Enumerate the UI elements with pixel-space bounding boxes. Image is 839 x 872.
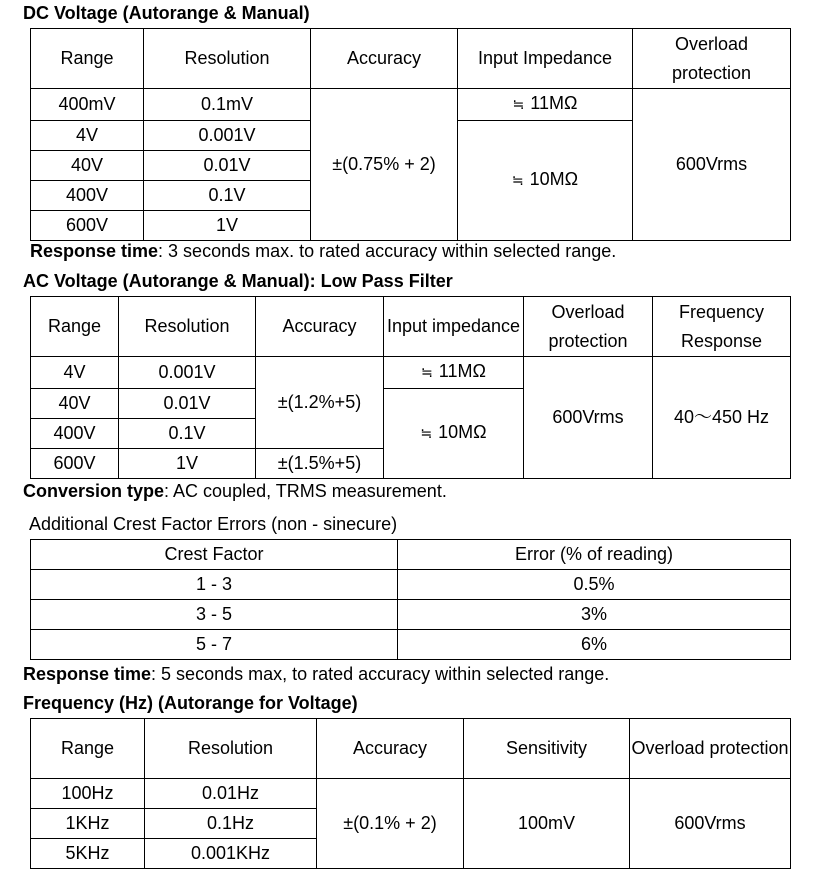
crest-factor-table — [30, 539, 791, 660]
table-cell: 0.5% — [398, 570, 791, 600]
table-cell — [458, 89, 633, 121]
table-header: Accuracy — [256, 297, 384, 357]
dc-voltage-heading: DC Voltage (Autorange & Manual) — [23, 3, 310, 23]
table-cell: 1V — [144, 211, 311, 241]
approx-equal-icon: ≒ — [421, 365, 433, 381]
table-cell: 100Hz — [31, 779, 145, 809]
table-header: Accuracy — [311, 29, 458, 89]
table-cell: 0.01V — [119, 389, 256, 419]
table-cell: 600V — [31, 449, 119, 479]
table-cell: 4V — [31, 121, 144, 151]
table-cell: 5KHz — [31, 839, 145, 869]
table-cell: 0.001V — [119, 357, 256, 389]
table-cell: 1 - 3 — [31, 570, 398, 600]
table-cell: 1KHz — [31, 809, 145, 839]
dc-response-note — [30, 241, 616, 262]
conversion-note — [23, 481, 447, 502]
table-cell — [384, 389, 524, 479]
table-cell: 3 - 5 — [31, 600, 398, 630]
table-cell: 0.001V — [144, 121, 311, 151]
frequency-heading: Frequency (Hz) (Autorange for Voltage) — [23, 693, 358, 713]
note-text: : AC coupled, TRMS measurement. — [164, 481, 447, 501]
table-header: Range — [31, 719, 145, 779]
table-cell — [384, 357, 524, 389]
table-header: Resolution — [145, 719, 317, 779]
frequency-table — [30, 718, 791, 869]
table-header: Crest Factor — [31, 540, 398, 570]
table-cell — [458, 121, 633, 241]
table-cell: 600Vrms — [633, 89, 791, 241]
table-cell: 0.1V — [144, 181, 311, 211]
approx-equal-icon: ≒ — [512, 97, 525, 113]
table-cell: 40V — [31, 151, 144, 181]
ac-voltage-heading: AC Voltage (Autorange & Manual): Low Pass Filter — [23, 271, 453, 291]
approx-equal-icon: ≒ — [511, 173, 524, 189]
table-cell: 6% — [398, 630, 791, 660]
note-text: : 3 seconds max. to rated accuracy within selected range. — [158, 241, 617, 261]
table-cell: 40～450 Hz — [653, 357, 791, 479]
table-header: Overload protection — [630, 719, 791, 779]
table-cell: ±(0.75% + 2) — [311, 89, 458, 241]
dc-voltage-table — [30, 28, 791, 241]
table-header: Accuracy — [317, 719, 464, 779]
note-label: Conversion type — [23, 481, 165, 501]
table-cell: 600Vrms — [630, 779, 791, 869]
table-cell: 3% — [398, 600, 791, 630]
impedance-value: 10MΩ — [529, 169, 579, 189]
table-cell: ±(1.5%+5) — [256, 449, 384, 479]
note-text: : 5 seconds max, to rated accuracy within selected range. — [151, 664, 610, 684]
table-header: Frequency Response — [653, 297, 791, 357]
table-header: Resolution — [144, 29, 311, 89]
table-cell: 1V — [119, 449, 256, 479]
table-cell: 400V — [31, 419, 119, 449]
table-header: Input Impedance — [458, 29, 633, 89]
table-cell: 400mV — [31, 89, 144, 121]
table-cell: 100mV — [464, 779, 630, 869]
table-cell: 5 - 7 — [31, 630, 398, 660]
table-cell: 0.1Hz — [145, 809, 317, 839]
ac-response-note — [23, 664, 609, 685]
table-header: Range — [31, 29, 144, 89]
note-label: Response time — [23, 664, 152, 684]
table-cell: 0.1V — [119, 419, 256, 449]
table-cell: 0.01V — [144, 151, 311, 181]
approx-equal-icon: ≒ — [420, 426, 433, 442]
impedance-value: 10MΩ — [438, 422, 487, 442]
table-cell: 600Vrms — [524, 357, 653, 479]
table-cell: 40V — [31, 389, 119, 419]
table-cell: ±(1.2%+5) — [256, 357, 384, 449]
table-header: Overload protection — [633, 29, 791, 89]
impedance-value: 11MΩ — [438, 361, 486, 381]
impedance-value: 11MΩ — [530, 93, 578, 113]
table-header: Resolution — [119, 297, 256, 357]
note-label: Response time — [30, 241, 159, 261]
table-cell: 0.001KHz — [145, 839, 317, 869]
table-cell: 0.1mV — [144, 89, 311, 121]
table-cell: 400V — [31, 181, 144, 211]
table-cell: 4V — [31, 357, 119, 389]
table-header: Overload protection — [524, 297, 653, 357]
table-cell: 0.01Hz — [145, 779, 317, 809]
table-header: Sensitivity — [464, 719, 630, 779]
table-header: Error (% of reading) — [398, 540, 791, 570]
ac-voltage-table — [30, 296, 791, 479]
table-cell: 600V — [31, 211, 144, 241]
table-header: Input impedance — [384, 297, 524, 357]
table-header: Range — [31, 297, 119, 357]
crest-factor-caption: Additional Crest Factor Errors (non - sinecure) — [29, 514, 398, 534]
table-cell: ±(0.1% + 2) — [317, 779, 464, 869]
